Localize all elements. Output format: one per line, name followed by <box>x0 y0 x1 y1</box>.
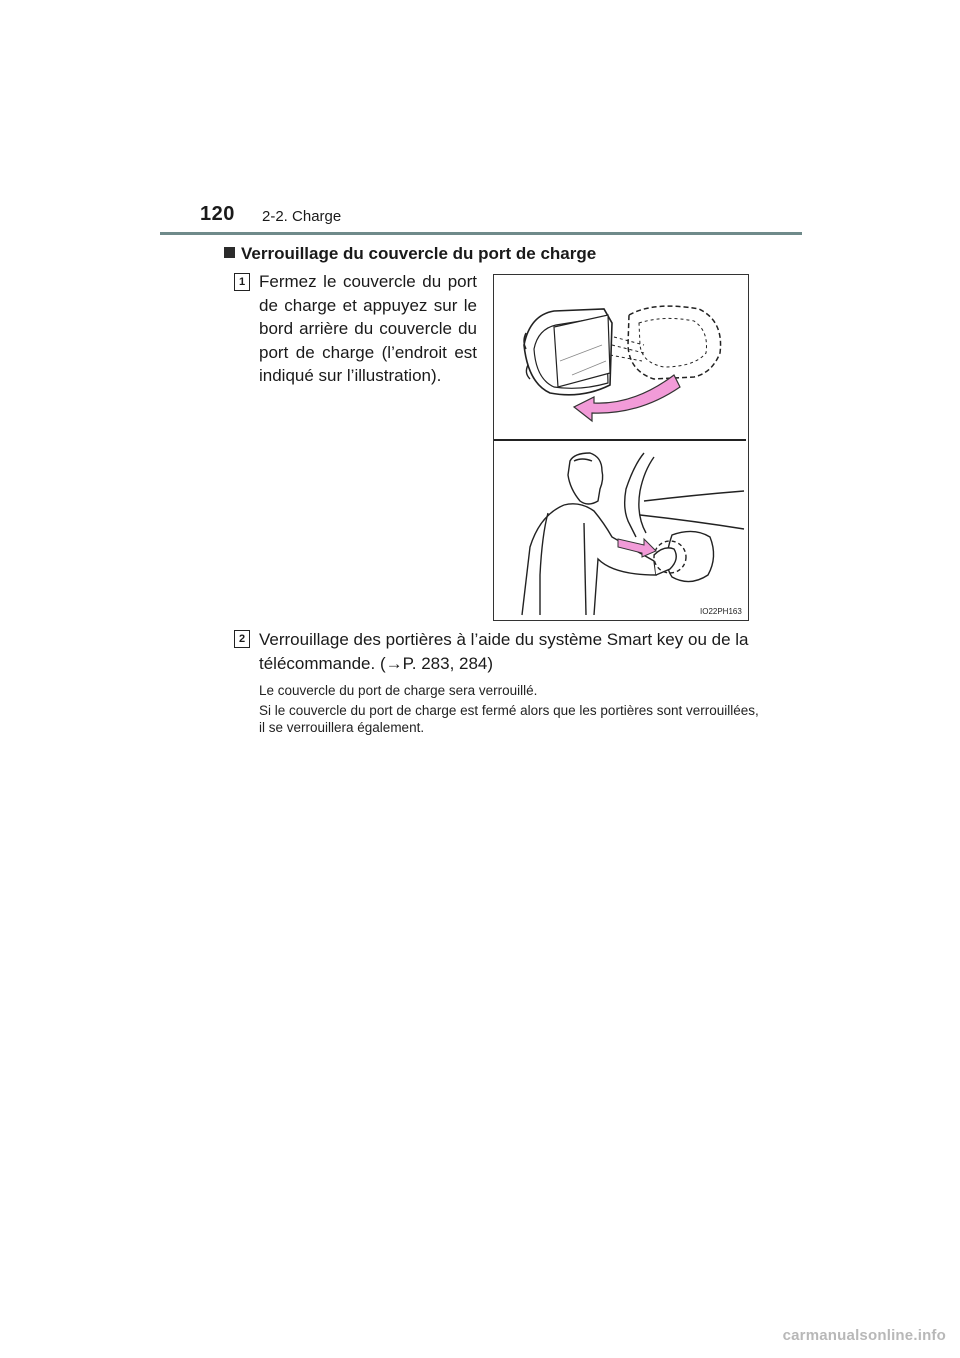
note-text: Le couvercle du port de charge sera verrouillé. <box>259 683 538 698</box>
subheading <box>224 244 596 264</box>
person-pressing-lid-diagram <box>522 453 744 615</box>
square-bullet-icon <box>224 247 235 258</box>
step-1-number: 1 <box>234 273 250 291</box>
subheading-text: Verrouillage du couvercle du port de charge <box>241 244 597 263</box>
step-2-text: Verrouillage des portières à l’aide du système Smart key ou de la télécommande. (→P. 283, 284) <box>259 630 749 673</box>
header-rule <box>160 232 802 235</box>
lid-closing-diagram <box>524 306 721 395</box>
push-arrow <box>618 539 656 557</box>
illustration <box>493 274 749 621</box>
step-2-number: 2 <box>234 630 250 648</box>
figure-code: IO22PH163 <box>700 607 742 616</box>
watermark: carmanualsonline.info <box>782 1327 946 1344</box>
note-text: Si le couvercle du port de charge est fermé alors que les portières sont verrouillées, il se verrouillera également. <box>259 703 759 735</box>
step-1-text: Fermez le couvercle du port de charge et appuyez sur le bord arrière du couvercle du port de charge (l’endroit est indiqué sur l’illustration). <box>259 272 477 385</box>
charge-port-illustration <box>494 275 748 620</box>
section-title: 2-2. Charge <box>262 208 342 225</box>
page-number: 120 <box>200 203 235 225</box>
